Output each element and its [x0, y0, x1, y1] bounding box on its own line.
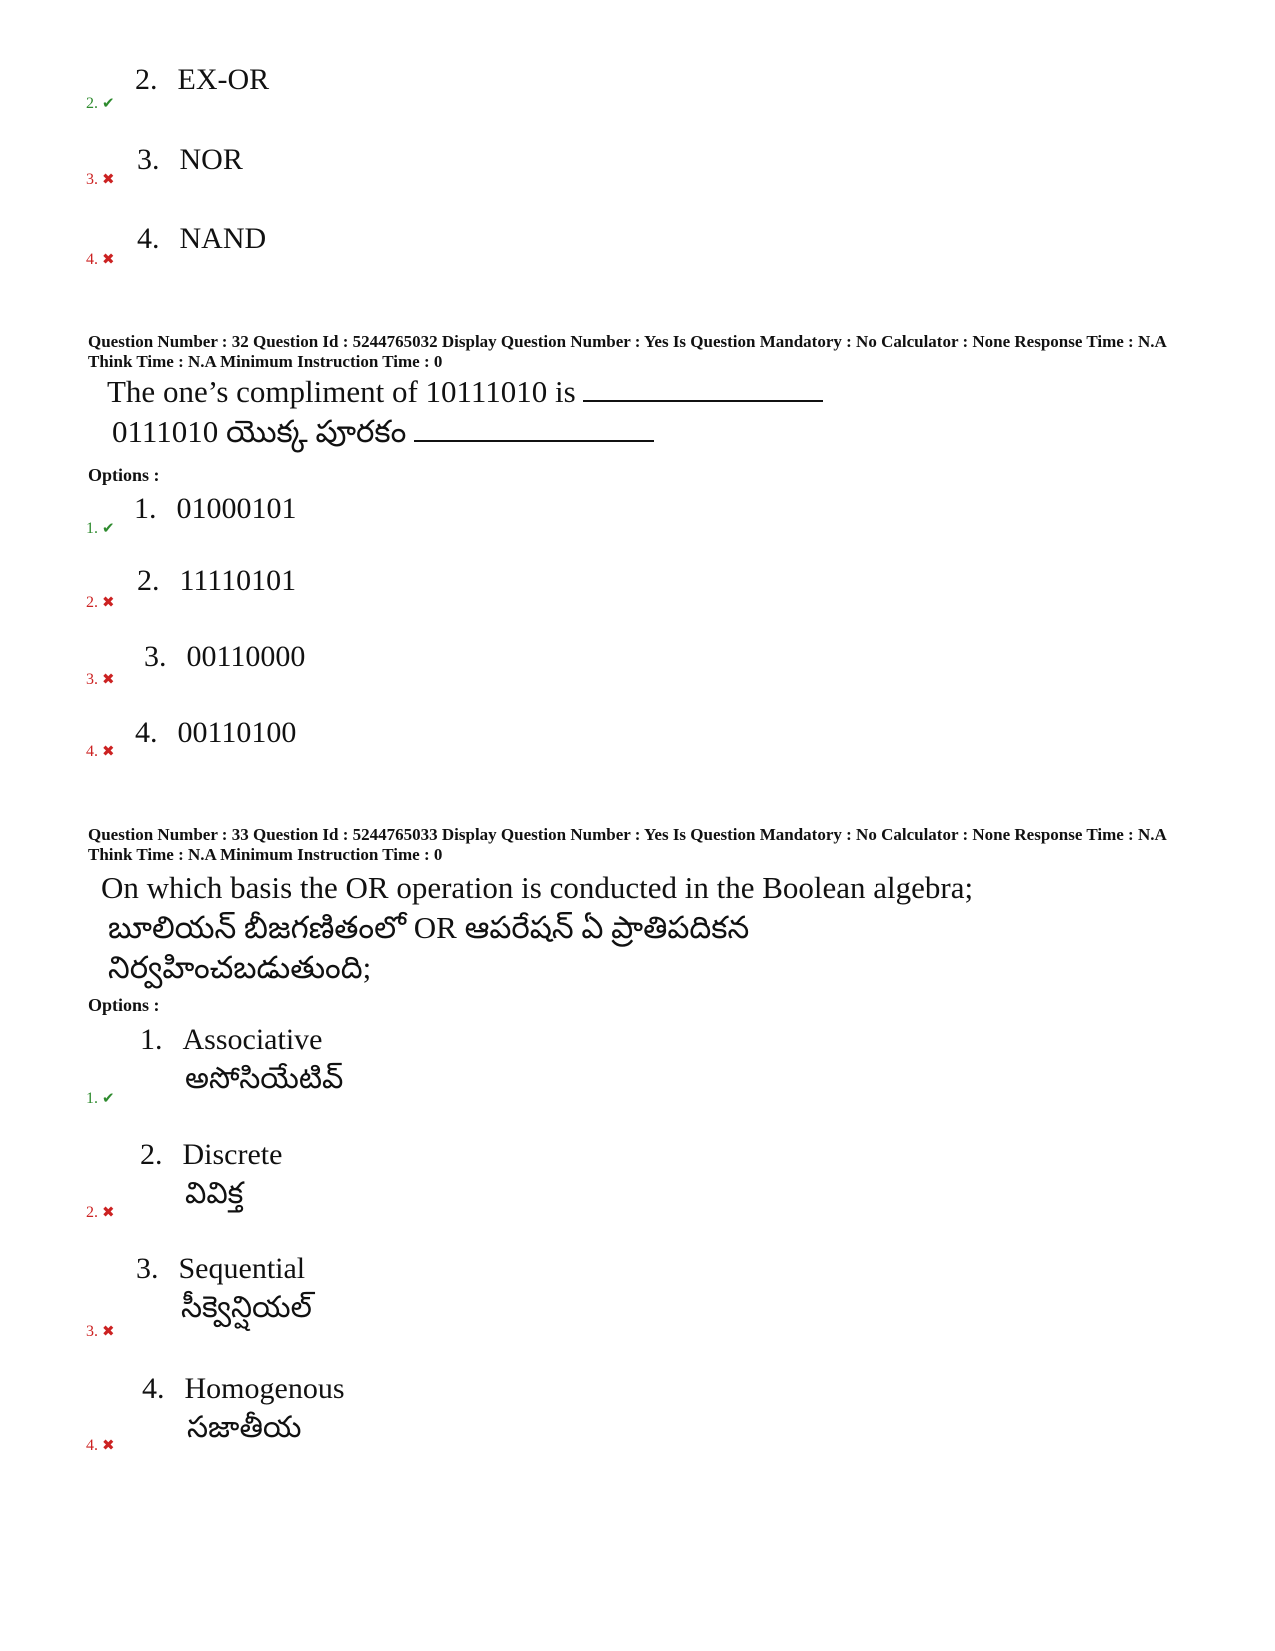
option-marker: 1. ✔	[86, 520, 115, 537]
option-text: 4. NAND	[137, 222, 267, 255]
option-marker: 3. ✖	[86, 171, 115, 188]
cross-icon: ✖	[102, 172, 115, 188]
option-text-te: సీక్వెన్షియల్	[181, 1291, 312, 1324]
option-marker: 2. ✖	[86, 1204, 115, 1221]
option-marker: 1. ✔	[86, 1090, 115, 1107]
option-text-te: వివిక్త	[185, 1177, 244, 1210]
option-marker: 4. ✖	[86, 743, 115, 760]
option-text: 4. Homogenous	[142, 1372, 345, 1405]
option-text-te: అసోసియేటివ్	[185, 1062, 344, 1095]
check-icon: ✔	[102, 96, 115, 112]
option-marker: 4. ✖	[86, 251, 115, 268]
option-text: 1. Associative	[140, 1023, 323, 1056]
question-text-te: నిర్వహించబడుతుంది;	[108, 950, 372, 985]
option-text: 1. 01000101	[134, 492, 297, 525]
question-meta: Question Number : 32 Question Id : 5244765032 Display Question Number : Yes Is Question Mandatory : No Calculator : None Response Time : N.A Think Time : N.A Minimum Instruction Time : 0	[88, 332, 1166, 371]
cross-icon: ✖	[102, 1324, 115, 1340]
question-text-te: బూలియన్ బీజగణితంలో OR ఆపరేషన్ ఏ ప్రాతిపదికన	[108, 910, 750, 945]
option-marker: 2. ✔	[86, 95, 115, 112]
option-marker: 4. ✖	[86, 1437, 115, 1454]
option-marker: 2. ✖	[86, 594, 115, 611]
option-text: 3. Sequential	[136, 1252, 306, 1285]
option-text: 3. 00110000	[144, 640, 306, 673]
option-marker: 3. ✖	[86, 1323, 115, 1340]
option-text-te: సజాతీయ	[187, 1411, 302, 1444]
option-text: 2. 11110101	[137, 564, 297, 597]
options-label: Options :	[88, 465, 160, 485]
option-text: 4. 00110100	[135, 716, 297, 749]
cross-icon: ✖	[102, 1205, 115, 1221]
question-meta: Question Number : 33 Question Id : 5244765033 Display Question Number : Yes Is Question Mandatory : No Calculator : None Response Time : N.A Think Time : N.A Minimum Instruction Time : 0	[88, 825, 1166, 864]
cross-icon: ✖	[102, 1438, 115, 1454]
question-text-en: On which basis the OR operation is conducted in the Boolean algebra;	[101, 870, 974, 905]
cross-icon: ✖	[102, 744, 115, 760]
cross-icon: ✖	[102, 672, 115, 688]
question-text-en: The one’s compliment of 10111010 is	[107, 372, 823, 412]
option-text: 2. Discrete	[140, 1138, 283, 1171]
cross-icon: ✖	[102, 595, 115, 611]
answer-blank	[414, 414, 654, 442]
question-text-te: 0111010 యొక్క పూరకం	[112, 412, 654, 452]
check-icon: ✔	[102, 1091, 115, 1107]
options-label: Options :	[88, 995, 160, 1015]
answer-blank	[583, 374, 823, 402]
option-text: 3. NOR	[137, 143, 243, 176]
option-marker: 3. ✖	[86, 671, 115, 688]
option-text: 2. EX-OR	[135, 63, 270, 96]
cross-icon: ✖	[102, 252, 115, 268]
check-icon: ✔	[102, 521, 115, 537]
